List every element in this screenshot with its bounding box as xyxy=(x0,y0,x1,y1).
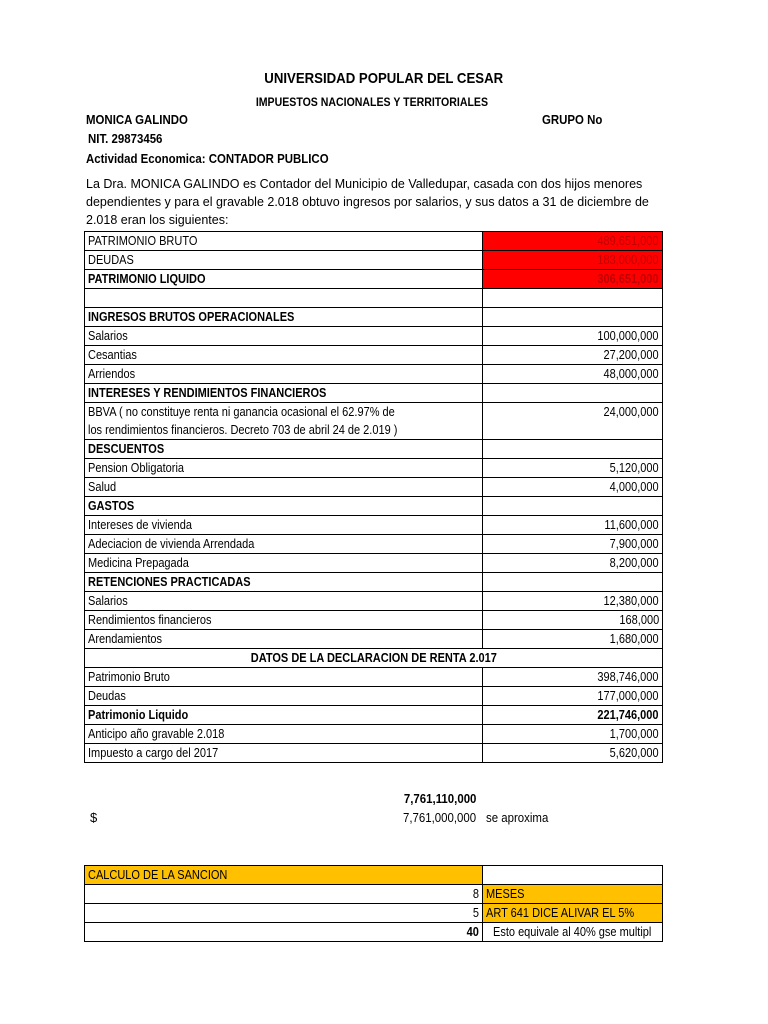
table-row xyxy=(85,289,663,308)
table-row: Patrimonio Liquido 221,746,000 xyxy=(85,706,663,725)
table-row: CALCULO DE LA SANCION xyxy=(85,866,663,885)
table-row: BBVA ( no constituye renta ni ganancia ocasional el 62.97% de 24,000,000 xyxy=(85,403,663,422)
table-row: los rendimientos financieros. Decreto 703 de abril 24 de 2.019 ) xyxy=(85,421,663,440)
activity: Actividad Economica: CONTADOR PUBLICO xyxy=(86,151,329,166)
table-row: Salarios 100,000,000 xyxy=(85,327,663,346)
table-row: Medicina Prepagada 8,200,000 xyxy=(85,554,663,573)
table-row: Arendamientos 1,680,000 xyxy=(85,630,663,649)
university-title: UNIVERSIDAD POPULAR DEL CESAR xyxy=(264,70,504,87)
approx-note: se aproxima xyxy=(486,810,549,825)
student-name: MONICA GALINDO xyxy=(86,112,188,127)
table-row: 5 ART 641 DICE ALIVAR EL 5% xyxy=(85,904,663,923)
dollar-sign: $ xyxy=(90,810,98,825)
table-row: Arriendos 48,000,000 xyxy=(85,365,663,384)
table-row: 40 Esto equivale al 40% gse multipl xyxy=(85,923,663,942)
table-row: PATRIMONIO BRUTO 489,651,000 xyxy=(85,232,663,251)
table-row: Salarios 12,380,000 xyxy=(85,592,663,611)
table-row: Adeciacion de vivienda Arrendada 7,900,000 xyxy=(85,535,663,554)
table-row: RETENCIONES PRACTICADAS xyxy=(85,573,663,592)
subject-title: IMPUESTOS NACIONALES Y TERRITORIALES xyxy=(255,95,489,109)
table-row: INGRESOS BRUTOS OPERACIONALES xyxy=(85,308,663,327)
main-table xyxy=(84,231,663,763)
table-row: DEUDAS 183,000,000 xyxy=(85,251,663,270)
table-row: Intereses de vivienda 11,600,000 xyxy=(85,516,663,535)
table-row: Impuesto a cargo del 2017 5,620,000 xyxy=(85,744,663,763)
table-row: Patrimonio Bruto 398,746,000 xyxy=(85,668,663,687)
intro-paragraph: La Dra. MONICA GALINDO es Contador del Municipio de Valledupar, casada con dos hijos menores dependientes y para el gravable 2.018 obtuvo ingresos por salarios, y sus datos a 31 de diciembre de 2.018 eran los siguientes: xyxy=(86,177,649,227)
table-row: 8 MESES xyxy=(85,885,663,904)
table-row: Anticipo año gravable 2.018 1,700,000 xyxy=(85,725,663,744)
group-label: GRUPO No xyxy=(542,112,603,127)
approx-value: 7,761,000,000 xyxy=(402,810,476,825)
table-row: GASTOS xyxy=(85,497,663,516)
table-row: Rendimientos financieros 168,000 xyxy=(85,611,663,630)
table-row: DATOS DE LA DECLARACION DE RENTA 2.017 xyxy=(85,649,663,668)
nit: NIT. 29873456 xyxy=(88,131,163,146)
table-row: PATRIMONIO LIQUIDO 306,651,000 xyxy=(85,270,663,289)
table-row: INTERESES Y RENDIMIENTOS FINANCIEROS xyxy=(85,384,663,403)
sancion-table xyxy=(84,865,663,942)
table-row: DESCUENTOS xyxy=(85,440,663,459)
table-row: Pension Obligatoria 5,120,000 xyxy=(85,459,663,478)
table-row: Salud 4,000,000 xyxy=(85,478,663,497)
bold-total: 7,761,110,000 xyxy=(403,791,476,806)
table-row: Cesantias 27,200,000 xyxy=(85,346,663,365)
table-row: Deudas 177,000,000 xyxy=(85,687,663,706)
